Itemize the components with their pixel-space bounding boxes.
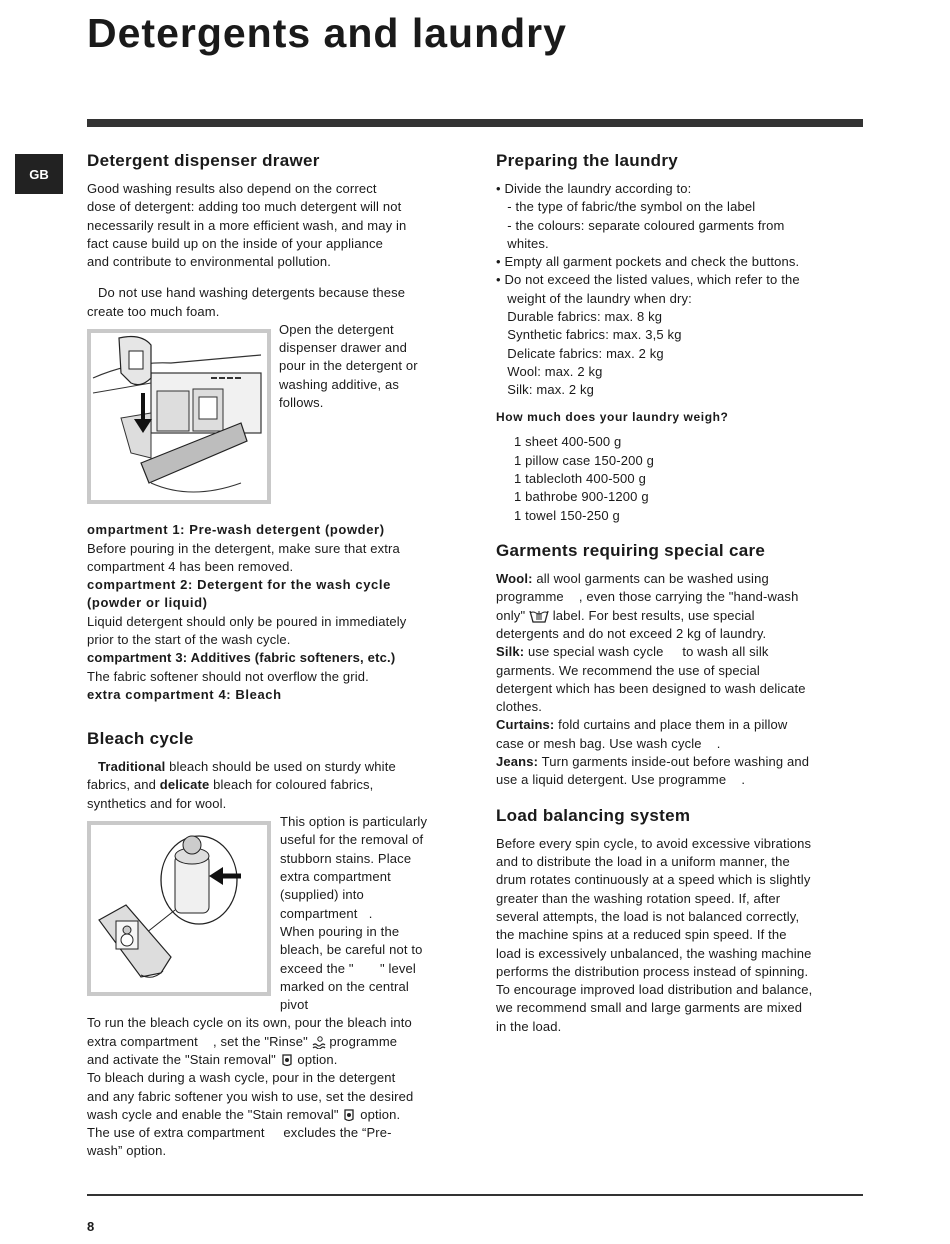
weigh-heading: How much does your laundry weigh? [496, 410, 729, 424]
prep-heading: Preparing the laundry [496, 151, 679, 170]
jeans-label: Jeans: [496, 754, 539, 769]
drawer-open-line: pour in the detergent or [279, 358, 418, 373]
care-wool-line: programme , even those carrying the "hand-wash [496, 589, 799, 604]
compartment-2-text: prior to the start of the wash cycle. [87, 632, 291, 647]
balance-line: the machine spins at a reduced spin speed. If the [496, 927, 787, 942]
balance-line: performs the distribution process instead of spinning. [496, 964, 809, 979]
compartment-2-heading: compartment 2: Detergent for the wash cycle [87, 577, 391, 592]
drawer-warning-line: create too much foam. [87, 304, 220, 319]
bleach-run-line: The use of extra compartment excludes the “Pre- [87, 1125, 392, 1140]
drawer-intro-line: fact cause build up on the inside of your appliance [87, 236, 384, 251]
rinse-icon [312, 1035, 326, 1049]
weigh-line: 1 tablecloth 400-500 g [514, 471, 646, 486]
page-number: 8 [87, 1219, 95, 1234]
compartment-1-text: compartment 4 has been removed. [87, 559, 294, 574]
silk-label: Silk: [496, 644, 525, 659]
care-silk-line: garments. We recommend the use of special [496, 663, 760, 678]
care-jeans-line: use a liquid detergent. Use programme . [496, 772, 746, 787]
balance-line: and to distribute the load in a uniform manner, the [496, 854, 790, 869]
bleach-intro-line: fabrics, and delicate bleach for coloured fabrics, [87, 777, 374, 792]
weigh-line: 1 towel 150-250 g [514, 508, 620, 523]
bleach-run-line: wash” option. [87, 1143, 167, 1158]
stain-removal-icon [280, 1053, 294, 1067]
bleach-side-line: (supplied) into [280, 887, 364, 902]
weigh-line: 1 bathrobe 900-1200 g [514, 489, 649, 504]
compartment-2-heading: (powder or liquid) [87, 595, 208, 610]
hand-wash-icon [529, 607, 549, 623]
bleach-compartment-illustration [87, 821, 271, 996]
bleach-run-line: extra compartment , set the "Rinse" programme [87, 1034, 398, 1049]
drawer-open-line: washing additive, as [279, 377, 400, 392]
care-curtains-line: case or mesh bag. Use wash cycle . [496, 736, 721, 751]
prep-line: Delicate fabrics: max. 2 kg [496, 346, 664, 361]
stain-removal-icon [342, 1108, 356, 1122]
bleach-side-line: pivot [280, 997, 309, 1012]
drawer-intro-line: dose of detergent: adding too much detergent will not [87, 199, 402, 214]
traditional-label: Traditional [98, 759, 166, 774]
bleach-side-line: stubborn stains. Place [280, 851, 412, 866]
care-silk-line: detergent which has been designed to wash delicate [496, 681, 806, 696]
bleach-run-line: and activate the "Stain removal" option. [87, 1052, 338, 1067]
compartment-3-text: The fabric softener should not overflow the grid. [87, 669, 369, 684]
delicate-label: delicate [159, 777, 210, 792]
bleach-intro-line: Traditional bleach should be used on sturdy white [98, 759, 396, 774]
prep-line: Durable fabrics: max. 8 kg [496, 309, 663, 324]
bleach-run-line: To run the bleach cycle on its own, pour the bleach into [87, 1015, 412, 1030]
bleach-side-line: exceed the " " level [280, 961, 416, 976]
balance-line: greater than the washing rotation speed. If, after [496, 891, 781, 906]
drawer-intro-line: necessarily result in a more efficient wash, and may in [87, 218, 407, 233]
bleach-intro-line: synthetics and for wool. [87, 796, 227, 811]
bleach-run-line: To bleach during a wash cycle, pour in the detergent [87, 1070, 396, 1085]
compartment-3-heading: compartment 3: Additives (fabric softeners, etc.) [87, 650, 396, 665]
drawer-intro-line: Good washing results also depend on the correct [87, 181, 377, 196]
top-rule [87, 119, 863, 127]
balance-line: several attempts, the load is not balanced correctly, [496, 909, 800, 924]
balance-line: load is excessively unbalanced, the washing machine [496, 946, 812, 961]
drawer-intro-line: and contribute to environmental pollution. [87, 254, 332, 269]
balance-line: in the load. [496, 1019, 562, 1034]
weigh-line: 1 pillow case 150-200 g [514, 453, 655, 468]
drawer-open-line: dispenser drawer and [279, 340, 408, 355]
prep-line: whites. [496, 236, 549, 251]
language-tab: GB [15, 154, 63, 194]
prep-line: weight of the laundry when dry: [496, 291, 692, 306]
drawer-open-line: follows. [279, 395, 324, 410]
care-curtains-line: Curtains: fold curtains and place them in a pillow [496, 717, 788, 732]
compartment-2-text: Liquid detergent should only be poured in immediately [87, 614, 407, 629]
weigh-line: 1 sheet 400-500 g [514, 434, 622, 449]
bleach-side-line: This option is particularly [280, 814, 428, 829]
compartment-4-heading: extra compartment 4: Bleach [87, 687, 282, 702]
care-wool-line: Wool: all wool garments can be washed using [496, 571, 769, 586]
prep-line: • Divide the laundry according to: [496, 181, 692, 196]
compartment-1-heading: ompartment 1: Pre-wash detergent (powder) [87, 522, 385, 537]
wool-label: Wool: [496, 571, 533, 586]
prep-line: Synthetic fabrics: max. 3,5 kg [496, 327, 682, 342]
drawer-open-line: Open the detergent [279, 322, 394, 337]
balance-line: Before every spin cycle, to avoid excessive vibrations [496, 836, 812, 851]
balance-line: we recommend small and large garments are mixed [496, 1000, 803, 1015]
prep-line: • Empty all garment pockets and check the buttons. [496, 254, 800, 269]
care-silk-line: Silk: use special wash cycle to wash all silk [496, 644, 769, 659]
bleach-run-line: and any fabric softener you wish to use, set the desired [87, 1089, 414, 1104]
balance-heading: Load balancing system [496, 806, 691, 825]
page-title: Detergents and laundry [87, 10, 567, 56]
bleach-compartment-drawing [91, 825, 267, 992]
balance-line: drum rotates continuously at a speed which is slightly [496, 872, 811, 887]
prep-line: • Do not exceed the listed values, which refer to the [496, 272, 800, 287]
prep-line: Wool: max. 2 kg [496, 364, 603, 379]
care-wool-line: detergents and do not exceed 2 kg of laundry. [496, 626, 767, 641]
bleach-side-line: bleach, be careful not to [280, 942, 423, 957]
balance-line: To encourage improved load distribution and balance, [496, 982, 813, 997]
dispenser-drawer-drawing [91, 333, 267, 500]
care-heading: Garments requiring special care [496, 541, 766, 560]
bleach-side-line: When pouring in the [280, 924, 400, 939]
drawer-heading: Detergent dispenser drawer [87, 151, 320, 170]
bleach-heading: Bleach cycle [87, 729, 194, 748]
bleach-side-line: marked on the central [280, 979, 409, 994]
care-wool-line: only" label. For best results, use special [496, 608, 755, 623]
curtains-label: Curtains: [496, 717, 555, 732]
prep-line: Silk: max. 2 kg [496, 382, 595, 397]
bleach-side-line: extra compartment [280, 869, 391, 884]
care-jeans-line: Jeans: Turn garments inside-out before washing and [496, 754, 810, 769]
compartment-1-text: Before pouring in the detergent, make sure that extra [87, 541, 400, 556]
prep-line: - the type of fabric/the symbol on the label [496, 199, 756, 214]
dispenser-drawer-illustration [87, 329, 271, 504]
bottom-rule [87, 1194, 863, 1196]
prep-line: - the colours: separate coloured garments from [496, 218, 785, 233]
drawer-warning-line: Do not use hand washing detergents because these [98, 285, 406, 300]
bleach-run-line: wash cycle and enable the "Stain removal" option. [87, 1107, 401, 1122]
bleach-side-line: compartment . [280, 906, 373, 921]
bleach-side-line: useful for the removal of [280, 832, 424, 847]
care-silk-line: clothes. [496, 699, 543, 714]
